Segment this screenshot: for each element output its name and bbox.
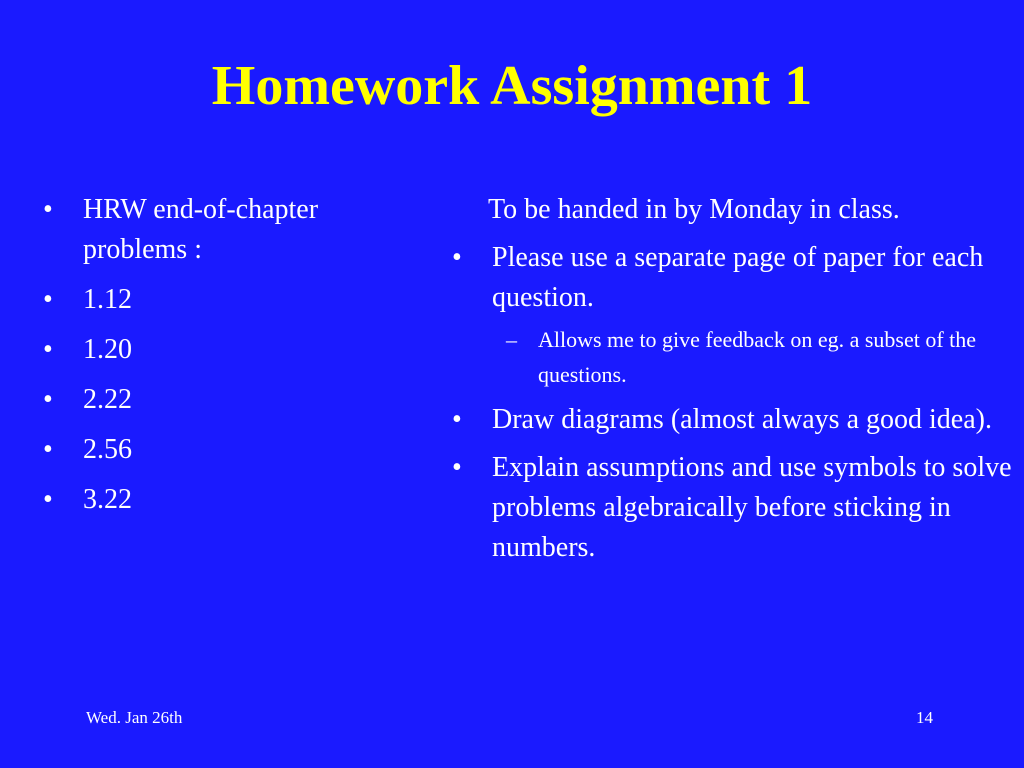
right-column: [452, 190, 1012, 576]
list-item-text: Explain assumptions and use symbols to solve problems algebraically before sticking in numbers.: [492, 452, 1012, 563]
bullet-icon: •: [43, 434, 53, 465]
list-item-text: 2.22: [83, 384, 132, 415]
list-item: [43, 480, 403, 520]
submission-note: To be handed in by Monday in class.: [488, 194, 900, 225]
list-item: [452, 400, 1012, 440]
bullet-icon: •: [452, 404, 462, 435]
sub-list-item: [492, 322, 1012, 392]
left-column: [43, 190, 403, 530]
sub-list: [492, 322, 1012, 392]
list-item-text: 1.20: [83, 334, 132, 365]
problem-list: [43, 190, 403, 520]
list-item-text: HRW end-of-chapter problems :: [83, 194, 319, 265]
bullet-icon: •: [43, 334, 53, 365]
footer-date: Wed. Jan 26th: [86, 708, 183, 727]
page-number: 14: [916, 708, 933, 727]
bullet-icon: •: [452, 242, 462, 273]
list-item: [43, 190, 403, 270]
list-item-text: 2.56: [83, 434, 132, 465]
bullet-icon: •: [452, 452, 462, 483]
list-item-text: 3.22: [83, 484, 132, 515]
slide-title: Homework Assignment 1: [211, 55, 813, 117]
list-item: [452, 238, 1012, 392]
list-item: [43, 280, 403, 320]
list-item-text: Draw diagrams (almost always a good idea).: [492, 404, 992, 435]
instruction-list: [452, 238, 1012, 568]
sub-list-item-text: Allows me to give feedback on eg. a subset of the questions.: [538, 327, 977, 387]
list-item: [43, 430, 403, 470]
dash-icon: –: [506, 327, 517, 352]
list-item: [452, 448, 1012, 568]
list-item-text: Please use a separate page of paper for each question.: [492, 242, 984, 313]
list-item-text: 1.12: [83, 284, 132, 315]
list-item: [43, 330, 403, 370]
list-item: [43, 380, 403, 420]
bullet-icon: •: [43, 284, 53, 315]
bullet-icon: •: [43, 194, 53, 225]
bullet-icon: •: [43, 484, 53, 515]
bullet-icon: •: [43, 384, 53, 415]
